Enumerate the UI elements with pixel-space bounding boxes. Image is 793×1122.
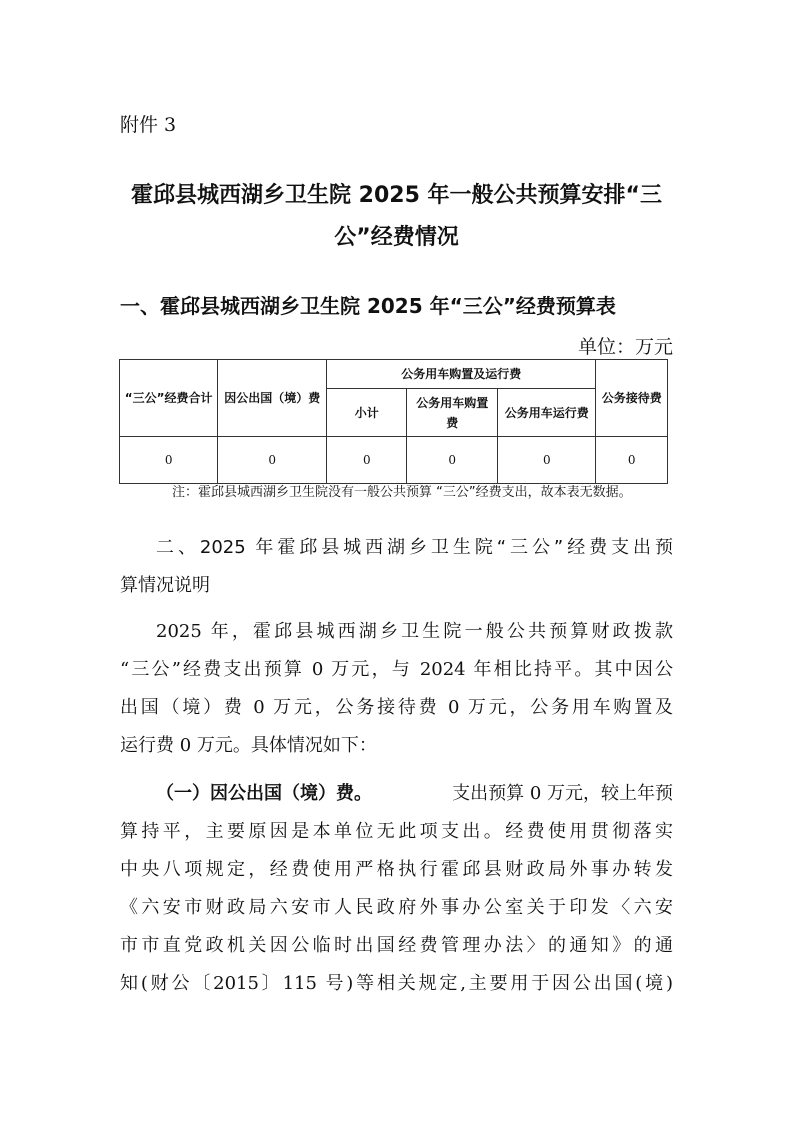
section1-heading: 一、霍邱县城西湖乡卫生院 2025 年“三公”经费预算表: [120, 294, 616, 318]
para2-line: 中央八项规定，经费使用严格执行霍邱县财政局外事办转发: [120, 859, 673, 880]
para1-line: 运行费 0 万元。具体情况如下：: [120, 735, 377, 756]
para2-line: 算持平，主要原因是本单位无此项支出。经费使用贯彻落实: [120, 821, 673, 842]
unit-label: 单位：万元: [577, 336, 673, 358]
document-title-line2: 公”经费情况: [334, 225, 459, 250]
para1-line: “三公”经费支出预算 0 万元，与 2024 年相比持平。其中因公: [120, 659, 673, 680]
para1-line: 出国（境）费 0 万元，公务接待费 0 万元，公务用车购置及: [120, 697, 673, 718]
para2-line: 知(财公〔2015〕115 号)等相关规定,主要用于因公出国(境): [120, 973, 673, 994]
para2-bold-heading: （一）因公出国（境）费。: [156, 783, 372, 804]
table-note: 注：霍邱县城西湖乡卫生院没有一般公共预算 “三公”经费支出，故本表无数据。: [172, 485, 632, 500]
table-cell: 0: [596, 437, 668, 484]
document-title-line1: 霍邱县城西湖乡卫生院 2025 年一般公共预算安排“三: [130, 183, 662, 208]
table-cell: 0: [218, 437, 327, 484]
header-abroad: 因公出国（境）费: [218, 360, 327, 437]
header-subtotal: 小计: [327, 389, 407, 437]
table-cell: 0: [498, 437, 596, 484]
para2-line1-text: 支出预算 0 万元，较上年预: [452, 783, 673, 804]
table-cell: 0: [407, 437, 498, 484]
header-car-buy: 公务用车购置费: [407, 389, 498, 437]
header-car: 公务用车购置及运行费: [327, 360, 596, 389]
section2-heading-line1: 二、2025 年霍邱县城西湖乡卫生院“三公”经费支出预: [156, 537, 673, 558]
para2-line1: [156, 779, 673, 805]
para2-line: 《六安市财政局六安市人民政府外事办公室关于印发〈六安: [120, 897, 673, 918]
table-cell: 0: [120, 437, 218, 484]
para2-line: 市市直党政机关因公临时出国经费管理办法〉的通知》的通: [120, 935, 673, 956]
attachment-label: 附件 3: [120, 114, 177, 136]
header-total: “三公”经费合计: [120, 360, 218, 437]
table-cell: 0: [327, 437, 407, 484]
section2-heading-line2: 算情况说明: [120, 575, 210, 596]
para1-line: 2025 年，霍邱县城西湖乡卫生院一般公共预算财政拨款: [156, 621, 673, 642]
header-car-run: 公务用车运行费: [498, 389, 596, 437]
budget-table: [119, 359, 668, 484]
header-reception: 公务接待费: [596, 360, 668, 437]
